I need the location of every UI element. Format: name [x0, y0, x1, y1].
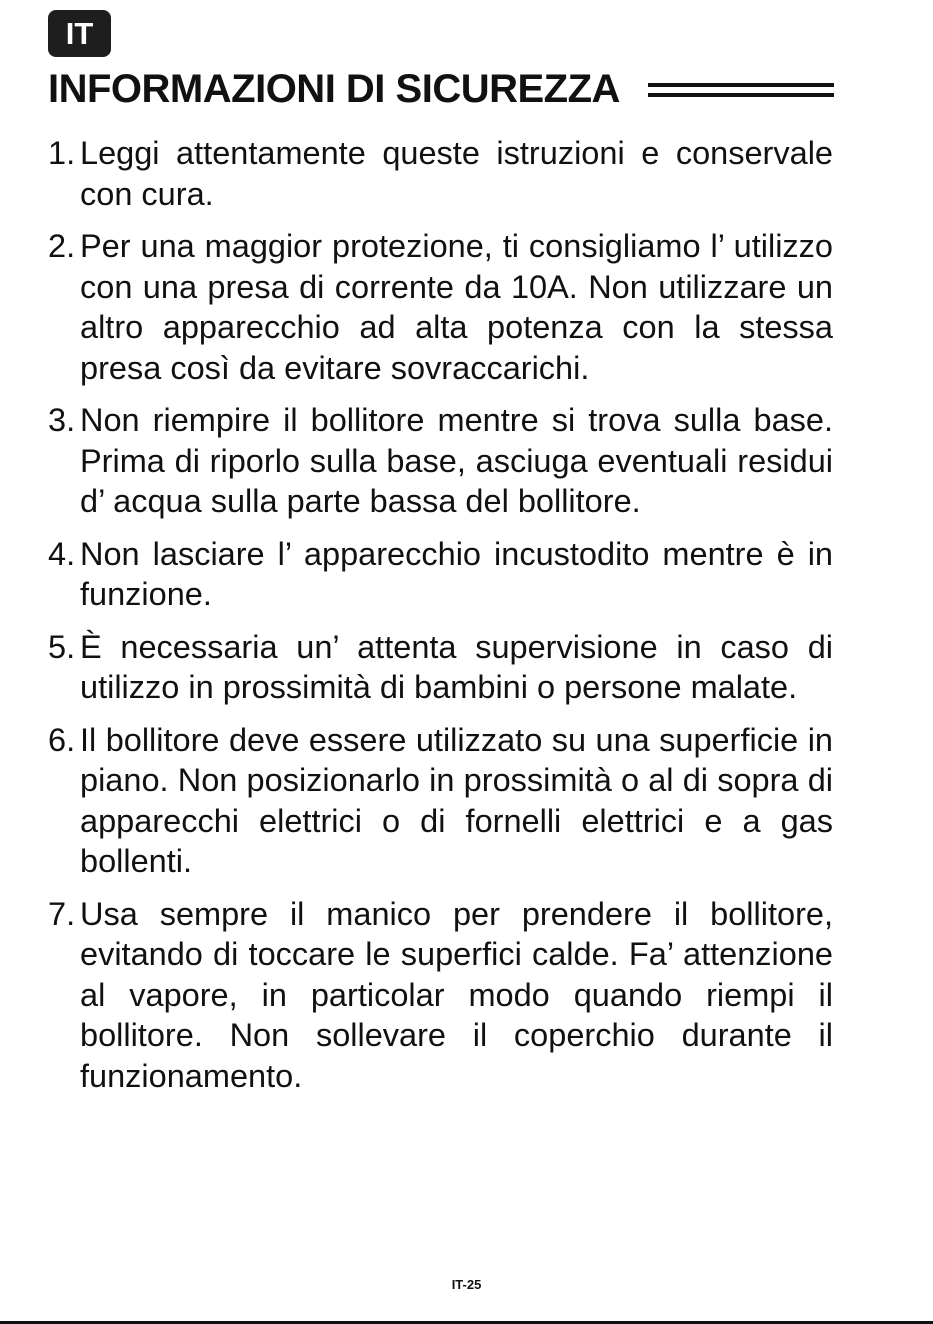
item-text: Per una maggior protezione, ti consigliamo l’ utilizzo con una presa di corrente da 10A. Non utilizzare un altro apparecchio ad alta potenza con la stessa presa così da evitare sovraccarichi. [80, 228, 833, 386]
item-number: 3. [48, 402, 76, 438]
instruction-item-2 [48, 226, 833, 388]
item-number: 1. [48, 135, 76, 171]
instruction-item-7 [48, 894, 833, 1097]
page-title: INFORMAZIONI DI SICUREZZA [48, 67, 620, 111]
item-number: 4. [48, 535, 76, 572]
item-number: 5. [48, 628, 76, 665]
instruction-item-4 [48, 534, 833, 615]
item-text: Leggi attentamente queste istruzioni e conservale con cura. [80, 135, 833, 212]
item-number: 6. [48, 721, 76, 758]
item-text: Il bollitore deve essere utilizzato su una superficie in piano. Non posizionarlo in prossimità o al di sopra di apparecchi elettrici o di fornelli elettrici e a gas bollenti. [80, 721, 833, 879]
safety-instructions-list [48, 133, 833, 1096]
instruction-item-3 [48, 400, 833, 522]
item-number: 2. [48, 228, 76, 264]
title-rule-line-top [648, 83, 834, 87]
item-number: 7. [48, 895, 76, 932]
page-number: IT-25 [451, 1277, 482, 1292]
title-double-rule [648, 83, 834, 97]
item-text: Non lasciare l’ apparecchio incustodito mentre è in funzione. [80, 535, 833, 612]
instruction-item-1 [48, 133, 833, 214]
language-badge: IT [48, 10, 111, 57]
item-text: Non riempire il bollitore mentre si trova sulla base. Prima di riporlo sulla base, asciuga eventuali residui d’ acqua sulla parte bassa del bollitore. [80, 402, 833, 519]
item-text: Usa sempre il manico per prendere il bollitore, evitando di toccare le superfici calde. Fa’ attenzione al vapore, in particolar modo quando riempi il bollitore. Non sollevare il coperchio durante il funzionamento. [80, 895, 833, 1094]
instruction-item-6 [48, 720, 833, 882]
instruction-item-5 [48, 627, 833, 708]
title-rule-line-bottom [648, 93, 834, 97]
item-text: È necessaria un’ attenta supervisione in caso di utilizzo in prossimità di bambini o persone malate. [80, 628, 833, 705]
